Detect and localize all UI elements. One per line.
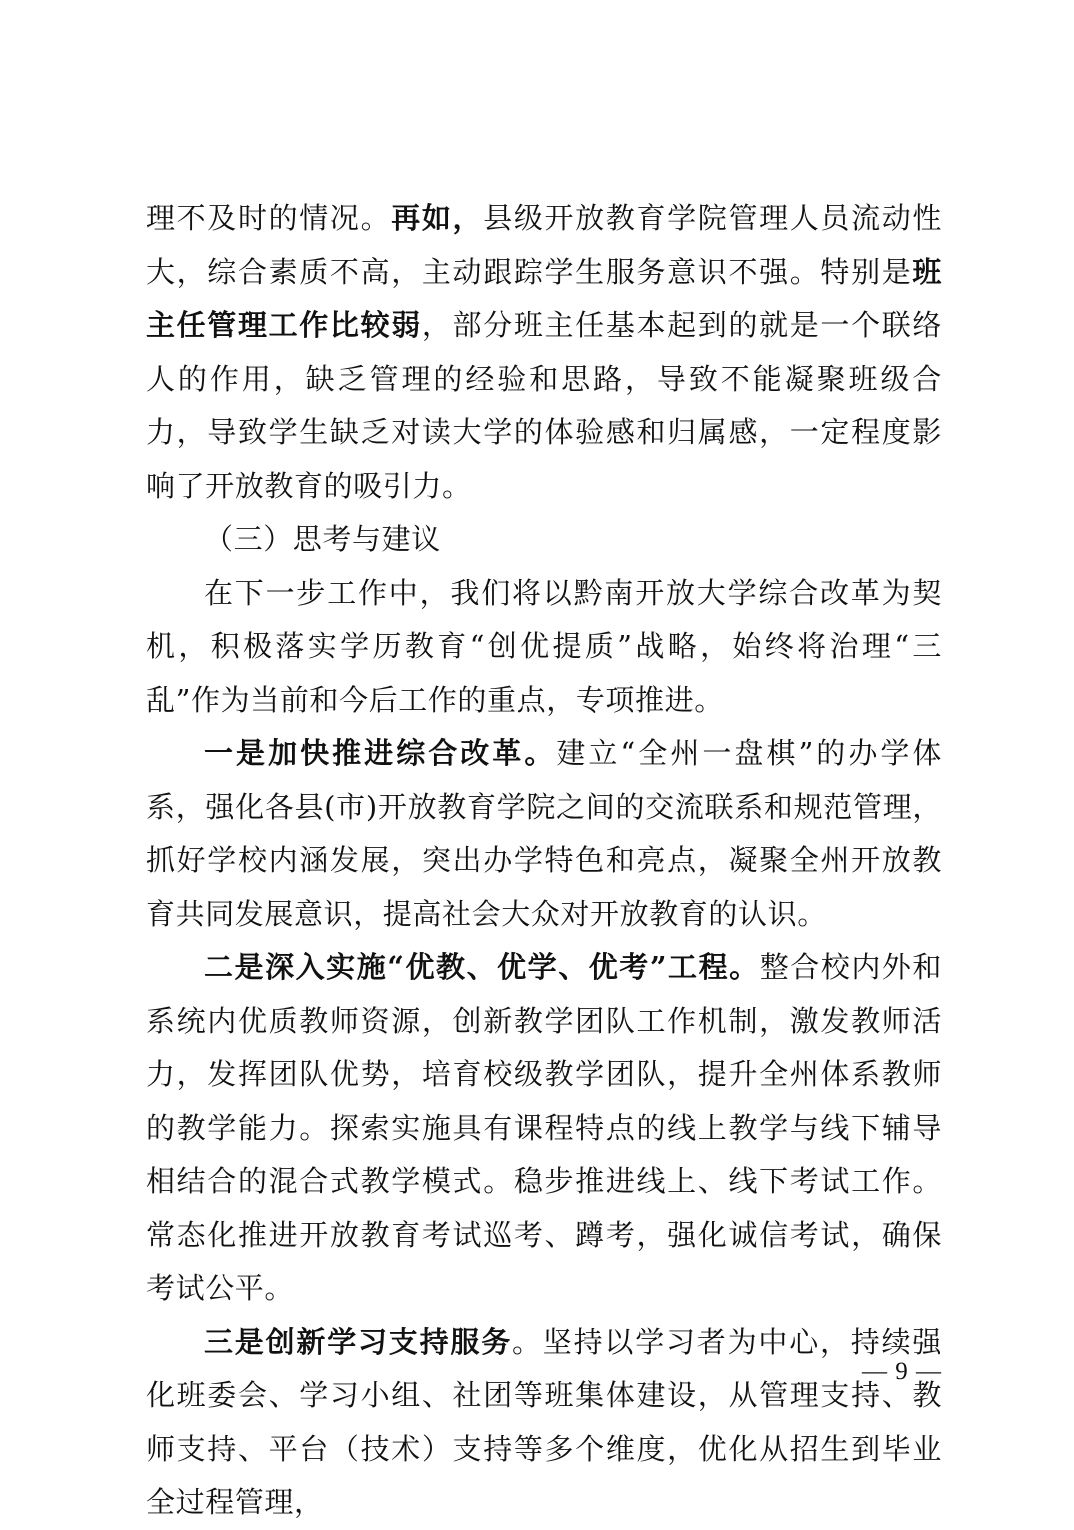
bold-run: 再如， <box>391 201 484 235</box>
bold-run: 三是创新学习支持服务 <box>204 1324 512 1359</box>
text-run: 整合校内外和系统内优质教师资源，创新教学团队工作机制，激发教师活力，发挥团队优势，培育校级教学团队，提升全州体系教师的教学能力。探索实施具有课程特点的线上教学与线下辅导相结合的混合式教学模式。稳步推进线上、线下考试工作。常态化推进开放教育考试巡考、蹲考，强化诚信考试，确保考试公平。 <box>146 950 943 1305</box>
text-run: 理不及时的情况。 <box>146 201 392 235</box>
text-run: ，部分班主任基本起到的就是一个联络人的作用，缺乏管理的经验和思路，导致不能凝聚班级合力，导致学生缺乏对读大学的体验感和归属感，一定程度影响了开放教育的吸引力。 <box>146 308 942 503</box>
page-number: — 9 — <box>862 1358 942 1385</box>
section-heading: （三）思考与建议 <box>204 522 441 556</box>
text-run: 县级开放教育学院管理人员流动性大，综合素质不高，主动跟踪学生服务意识不强。特别是 <box>146 201 942 289</box>
bold-run: 班主任管理工作比较弱 <box>146 254 942 342</box>
paragraph-point-two <box>146 941 942 1316</box>
paragraph-management-issues <box>146 192 942 513</box>
document-body <box>146 192 942 1530</box>
text-run: 建立“全州一盘棋”的办学体系，强化各县(市)开放教育学院之间的交流联系和规范管理，抓好学校内涵发展，突出办学特色和亮点，凝聚全州开放教育共同发展意识，提高社会大众对开放教育的认识。 <box>146 736 942 931</box>
bold-run: 一是加快推进综合改革。 <box>204 736 557 770</box>
paragraph-intro: 在下一步工作中，我们将以黔南开放大学综合改革为契机，积极落实学历教育“创优提质”战略，始终将治理“三乱”作为当前和今后工作的重点，专项推进。 <box>146 575 942 717</box>
text-run: 。坚持以学习者为中心，持续强化班委会、学习小组、社团等班集体建设，从管理支持、教师支持、平台（技术）支持等多个维度，优化从招生到毕业全过程管理， <box>146 1324 942 1519</box>
bold-run: 二是深入实施“优教、优学、优考”工程。 <box>204 950 760 984</box>
paragraph-point-three <box>146 1316 942 1530</box>
paragraph-point-one <box>146 727 942 941</box>
